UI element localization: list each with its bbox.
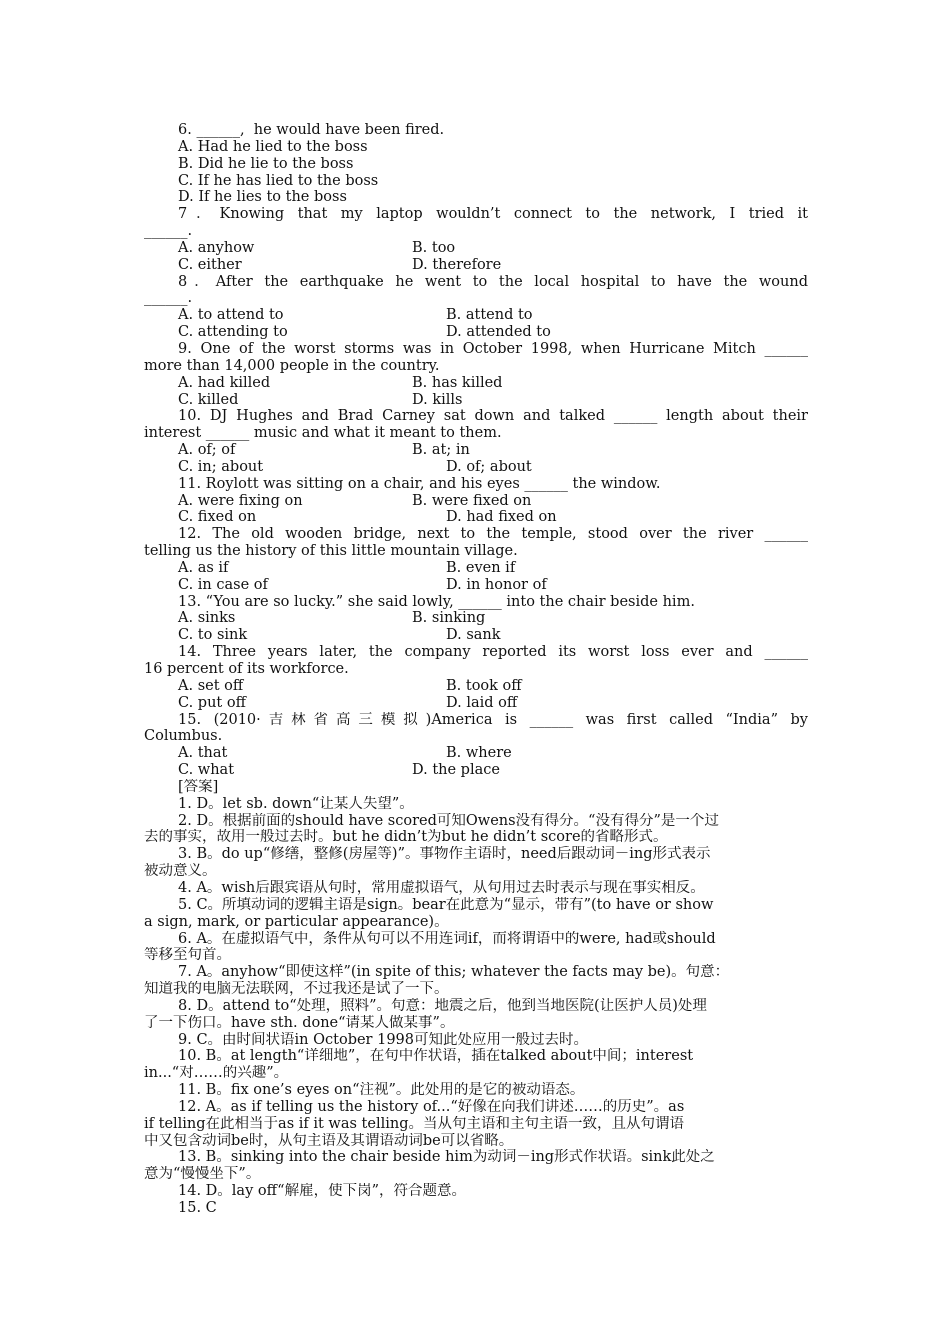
option: D. attended to xyxy=(446,324,551,341)
option: B. has killed xyxy=(412,374,503,391)
options-row xyxy=(144,560,808,577)
option: B. sinking xyxy=(412,610,486,627)
options-row xyxy=(144,442,808,459)
option: A. of; of xyxy=(178,442,236,459)
option: A. as if xyxy=(178,559,229,576)
question-15-cont: Columbus. xyxy=(144,728,223,745)
question-15: 15. (2010·吉林省高三模拟)America is ______ was first called “India” by xyxy=(178,711,808,728)
question-10: 10. DJ Hughes and Brad Carney sat down and talked ______ length about their xyxy=(178,408,808,425)
answer-7: 7. A。anyhow“即使这样”(in spite of this; whatever the facts may be)。句意： xyxy=(178,964,730,981)
question-13: 13. “You are so lucky.” she said lowly, ______ into the chair beside him. xyxy=(178,593,695,610)
option: C. what xyxy=(178,762,235,779)
option: A. were fixing on xyxy=(178,492,303,509)
option: A. Had he lied to the boss xyxy=(178,138,368,155)
option: A. anyhow xyxy=(178,239,255,256)
option: D. laid off xyxy=(446,694,518,711)
answer-2-cont: 去的事实，故用一般过去时。but he didn’t为but he didn’t score的省略形式。 xyxy=(144,829,668,846)
option: D. had fixed on xyxy=(446,509,557,526)
exercise-content xyxy=(144,122,808,1217)
question-9-cont: more than 14,000 people in the country. xyxy=(144,357,440,374)
answer-8-cont: 了一下伤口。have sth. done“请某人做某事”。 xyxy=(144,1014,455,1031)
options-row xyxy=(144,240,808,257)
options-row xyxy=(144,762,808,779)
options-row xyxy=(144,459,808,476)
options-row xyxy=(144,493,808,510)
answer-7-cont: 知道我的电脑无法联网，不过我还是试了一下。 xyxy=(144,981,449,998)
option: D. in honor of xyxy=(446,576,547,593)
answer-12: 12. A。as if telling us the history of...“好像在向我们讲述……的历史”。as xyxy=(178,1098,685,1115)
option: B. Did he lie to the boss xyxy=(178,155,354,172)
answer-12-cont: if telling在此相当于as if it was telling。当从句主语和主句主语一致，且从句谓语 xyxy=(144,1115,684,1132)
question-10-cont: interest ______ music and what it meant to them. xyxy=(144,425,502,442)
option: C. in; about xyxy=(178,458,264,475)
option: C. killed xyxy=(178,391,239,408)
option: C. attending to xyxy=(178,324,288,341)
option: C. either xyxy=(178,256,242,273)
answer-6-cont: 等移至句首。 xyxy=(144,947,231,964)
answer-13-cont: 意为“慢慢坐下”。 xyxy=(144,1166,261,1183)
answer-8: 8. D。attend to“处理，照料”。句意：地震之后，他到当地医院(让医护人员)处理 xyxy=(178,997,707,1014)
question-7: 7．Knowing that my laptop wouldn’t connect to the network, I tried it xyxy=(178,206,808,223)
answer-14: 14. D。lay off“解雇，使下岗”，符合题意。 xyxy=(178,1183,467,1200)
answer-3: 3. B。do up“修缮，整修(房屋等)”。事物作主语时，need后跟动词－ing形式表示 xyxy=(178,846,711,863)
answer-10: 10. B。at length“详细地”，在句中作状语，插在talked about中间；interest xyxy=(178,1048,694,1065)
options-row xyxy=(144,257,808,274)
question-9: 9. One of the worst storms was in October 1998, when Hurricane Mitch ______ xyxy=(178,340,808,357)
question-14: 14. Three years later, the company reported its worst loss ever and ______ xyxy=(178,644,808,661)
option: D. therefore xyxy=(412,256,502,273)
options-row xyxy=(144,745,808,762)
question-6: 6. ______, he would have been fired. xyxy=(178,122,445,138)
question-11: 11. Roylott was sitting on a chair, and his eyes ______ the window. xyxy=(178,475,661,492)
answer-1: 1. D。let sb. down“让某人失望”。 xyxy=(178,795,414,812)
option: B. even if xyxy=(446,559,516,576)
option: D. sank xyxy=(446,627,501,644)
answer-10-cont: in...“对……的兴趣”。 xyxy=(144,1065,289,1082)
option: A. that xyxy=(178,745,228,762)
option: D. the place xyxy=(412,762,500,779)
answer-heading: [答案] xyxy=(178,778,219,795)
question-14-cont: 16 percent of its workforce. xyxy=(144,661,349,677)
question-12: 12. The old wooden bridge, next to the temple, stood over the river ______ xyxy=(178,526,808,543)
answer-12-cont: 中又包含动词be时，从句主语及其谓语动词be可以省略。 xyxy=(144,1132,514,1149)
answer-11: 11. B。fix one’s eyes on“注视”。此处用的是它的被动语态。 xyxy=(178,1082,585,1099)
options-row xyxy=(144,695,808,712)
options-row xyxy=(144,627,808,644)
options-row xyxy=(144,509,808,526)
options-row xyxy=(144,392,808,409)
option: A. sinks xyxy=(178,610,236,627)
answer-3-cont: 被动意义。 xyxy=(144,863,217,880)
options-row xyxy=(144,678,808,695)
question-7-cont: ______. xyxy=(144,223,193,240)
option: B. too xyxy=(412,239,456,256)
options-row xyxy=(144,610,808,627)
answer-13: 13. B。sinking into the chair beside him为动词－ing形式作状语。sink此处之 xyxy=(178,1149,715,1166)
options-row xyxy=(144,307,808,324)
option: B. at; in xyxy=(412,442,470,459)
option: A. set off xyxy=(178,677,244,694)
option: B. were fixed on xyxy=(412,492,532,509)
option: C. put off xyxy=(178,694,246,711)
answer-5: 5. C。所填动词的逻辑主语是sign。bear在此意为“显示，带有”(to have or show xyxy=(178,896,714,913)
options-row xyxy=(144,375,808,392)
option: C. If he has lied to the boss xyxy=(178,172,379,189)
option: D. kills xyxy=(412,391,463,408)
answer-2: 2. D。根据前面的should have scored可知Owens没有得分。“没有得分”是一个过 xyxy=(178,812,719,829)
option: B. attend to xyxy=(446,307,533,324)
answer-9: 9. C。由时间状语in October 1998可知此处应用一般过去时。 xyxy=(178,1031,588,1048)
option: C. fixed on xyxy=(178,509,257,526)
answer-4: 4. A。wish后跟宾语从句时，常用虚拟语气，从句用过去时表示与现在事实相反。 xyxy=(178,879,705,896)
answer-6: 6. A。在虚拟语气中，条件从句可以不用连词if，而将谓语中的were, had或should xyxy=(178,930,716,947)
answer-5-cont: a sign, mark, or particular appearance)。 xyxy=(144,913,449,930)
option: C. in case of xyxy=(178,576,268,593)
option: A. had killed xyxy=(178,374,271,391)
question-12-cont: telling us the history of this little mountain village. xyxy=(144,543,518,560)
option: A. to attend to xyxy=(178,307,284,324)
option: D. of; about xyxy=(446,458,532,475)
options-row xyxy=(144,577,808,594)
question-8-cont: ______. xyxy=(144,290,193,307)
option: C. to sink xyxy=(178,627,248,644)
question-8: 8．After the earthquake he went to the local hospital to have the wound xyxy=(178,273,808,290)
answer-15: 15. C xyxy=(178,1200,217,1216)
options-row xyxy=(144,324,808,341)
option: B. where xyxy=(446,745,512,762)
option: D. If he lies to the boss xyxy=(178,189,347,206)
option: B. took off xyxy=(446,677,522,694)
